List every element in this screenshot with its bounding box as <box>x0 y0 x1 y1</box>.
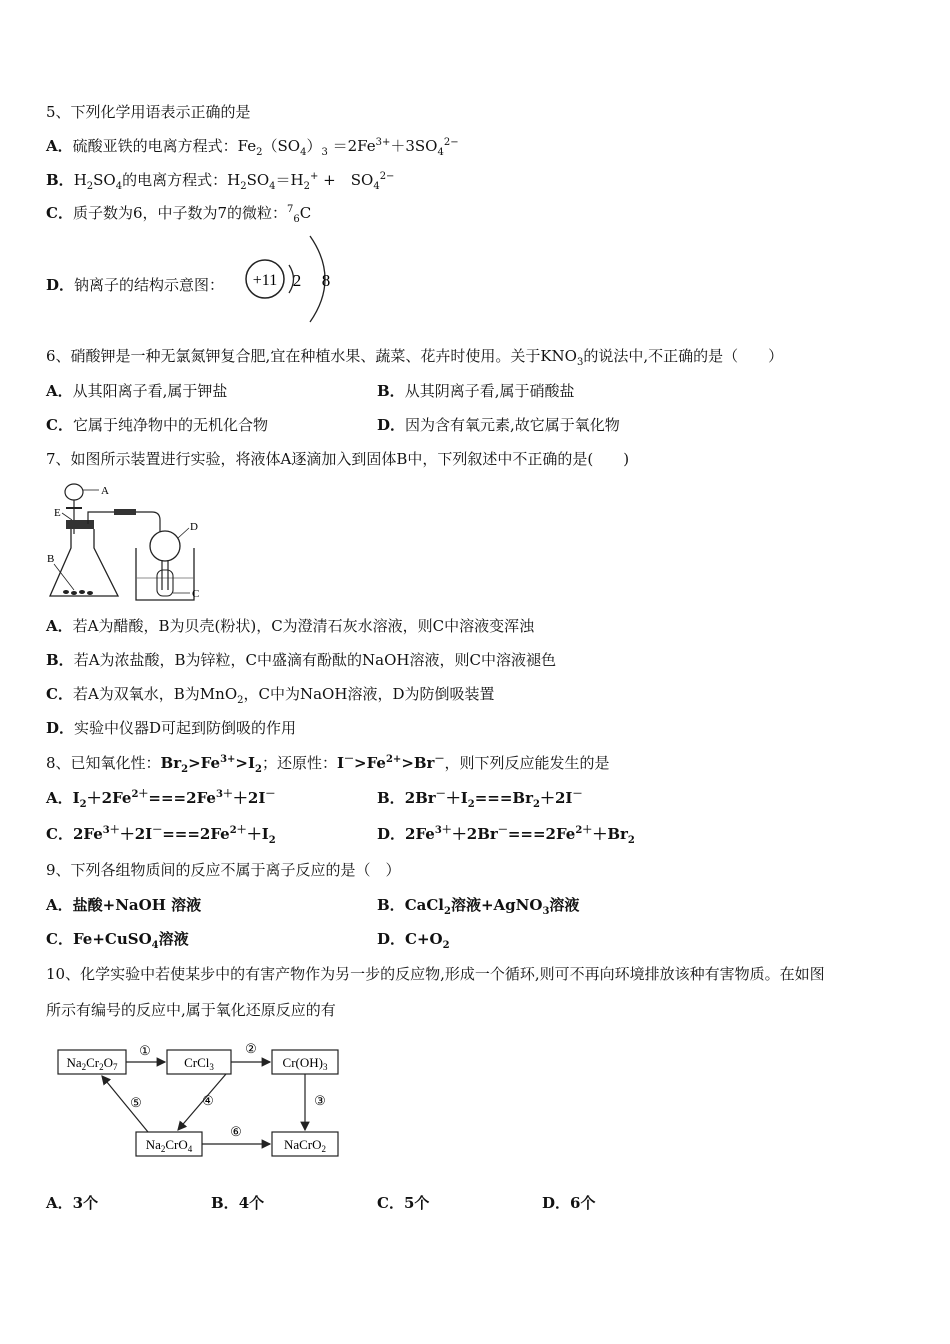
q5-option-d: D．钠离子的结构示意图： <box>46 276 225 294</box>
q10-option-a: A．3个 <box>46 1194 99 1212</box>
test-tube-c <box>157 570 173 596</box>
q10-stem-line1: 10、化学实验中若使某步中的有害产物作为另一步的反应物,形成一个循环,则可不再向环境排放该种有害物质。在如图 <box>46 965 825 983</box>
label-a: A <box>101 485 109 497</box>
label-e: E <box>54 507 61 519</box>
rubber-connector <box>114 509 136 515</box>
q5-option-c: C．质子数为6，中子数为7的微粒：$^7_6$C <box>46 204 312 225</box>
q9-stem: 9、下列各组物质间的反应不属于离子反应的是（ ） <box>46 861 401 879</box>
label-c: C <box>192 588 200 600</box>
q7-stem: 7、如图所示装置进行实验，将液体A逐滴加入到固体B中，下列叙述中不正确的是( ) <box>46 450 630 468</box>
q8-option-c: C．$2Fe^{3+}+2I^-===2Fe^{2+}+I_2$ <box>46 825 276 846</box>
q5-option-b: B．$H_2SO_4$的电离方程式：$H_2SO_4=H_2^+$ + $SO_4^{2-}$ <box>46 171 395 192</box>
solid-b-particle <box>79 590 85 594</box>
reaction-number-4: ④ <box>202 1093 214 1108</box>
q8-option-d: D．$2Fe^{3+}+2Br^-===2Fe^{2+}+Br_2$ <box>377 825 635 846</box>
shell1-count: 2 <box>292 271 302 290</box>
q6-option-a: A．从其阳离子看,属于钾盐 <box>46 382 228 400</box>
label-b-leader <box>54 564 74 590</box>
label-e-leader <box>62 513 72 520</box>
q6-option-d: D．因为含有氧元素,故它属于氧化物 <box>377 416 620 434</box>
label-d: D <box>190 521 198 533</box>
q6-option-c: C．它属于纯净物中的无机化合物 <box>46 416 268 434</box>
q8-option-a: A．$I_2+2Fe^{2+}===2Fe^{3+}+2I^-$ <box>46 789 276 810</box>
beaker <box>136 548 194 600</box>
label-b: B <box>47 553 55 565</box>
funnel-bulb <box>65 484 83 500</box>
sodium-ion-structure-diagram <box>240 232 340 328</box>
box-croh3-label: $Cr(OH)_3$ <box>282 1055 328 1072</box>
reaction-number-5: ⑤ <box>130 1095 142 1110</box>
flask-stopper <box>66 520 94 529</box>
box-na2cr2o7-label: $Na_2Cr_2O_7$ <box>66 1055 118 1072</box>
box-na2cro4-label: $Na_2CrO_4$ <box>145 1137 193 1154</box>
reaction-number-6: ⑥ <box>230 1124 242 1139</box>
q10-option-c: C．5个 <box>377 1194 430 1212</box>
box-nacro2-label: NaCrO$_2$ <box>283 1137 327 1154</box>
solid-b-particle <box>87 591 93 595</box>
q7-option-a: A．若A为醋酸，B为贝壳(粉状)，C为澄清石灰水溶液，则C中溶液变浑浊 <box>46 617 535 635</box>
q10-option-b: B．4个 <box>211 1194 265 1212</box>
q7-option-d: D．实验中仪器D可起到防倒吸的作用 <box>46 719 297 737</box>
conical-flask <box>50 529 118 596</box>
q10-option-d: D．6个 <box>542 1194 596 1212</box>
q8-stem: 8、已知氧化性：$Br_2>Fe^{3+}>I_2$；还原性：$I^->Fe^{2+}>Br^-$，则下列反应能发生的是 <box>46 754 610 775</box>
q8-option-b: B．$2Br^-+I_2===Br_2+2I^-$ <box>377 789 583 810</box>
solid-b-particle <box>63 590 69 594</box>
nucleus-charge: +11 <box>252 272 278 289</box>
chromium-cycle-diagram <box>50 1038 350 1164</box>
q7-option-c: C．若A为双氧水，B为MnO$_2$，C中为NaOH溶液，D为防倒吸装置 <box>46 685 495 706</box>
q9-option-b: B．CaCl$_2$溶液+AgNO$_3$溶液 <box>377 896 580 917</box>
label-d-leader <box>178 528 189 538</box>
q7-option-b: B．若A为浓盐酸，B为锌粒，C中盛滴有酚酞的NaOH溶液，则C中溶液褪色 <box>46 651 556 669</box>
anti-suckback-bulb <box>150 531 180 561</box>
q10-stem-line2: 所示有编号的反应中,属于氧化还原反应的有 <box>46 1001 336 1019</box>
q7-apparatus-figure <box>44 478 214 606</box>
q6-option-b: B．从其阴离子看,属于硝酸盐 <box>377 382 575 400</box>
reaction-number-1: ① <box>139 1043 151 1058</box>
q6-stem: 6、硝酸钾是一种无氯氮钾复合肥,宜在种植水果、蔬菜、花卉时使用。关于$KNO_3$的说法中,不正确的是（ ） <box>46 347 784 368</box>
box-crcl3-label: CrCl$_3$ <box>184 1055 214 1072</box>
delivery-tube-bend <box>152 512 160 528</box>
reaction-number-2: ② <box>245 1041 257 1056</box>
q9-option-c: C．Fe+CuSO$_4$溶液 <box>46 930 189 951</box>
q9-option-a: A．盐酸+NaOH 溶液 <box>46 896 202 914</box>
q9-option-d: D．$C+O_2$ <box>377 930 450 951</box>
shell2-count: 8 <box>321 271 331 290</box>
reaction-number-3: ③ <box>314 1093 326 1108</box>
q5-option-a: A．硫酸亚铁的电离方程式：$Fe_2(SO_4)_3 =2Fe^{3+}+3SO_4^{2-}$ <box>46 137 459 158</box>
q5-stem: 5、下列化学用语表示正确的是 <box>46 103 251 121</box>
solid-b-particle <box>71 591 77 595</box>
